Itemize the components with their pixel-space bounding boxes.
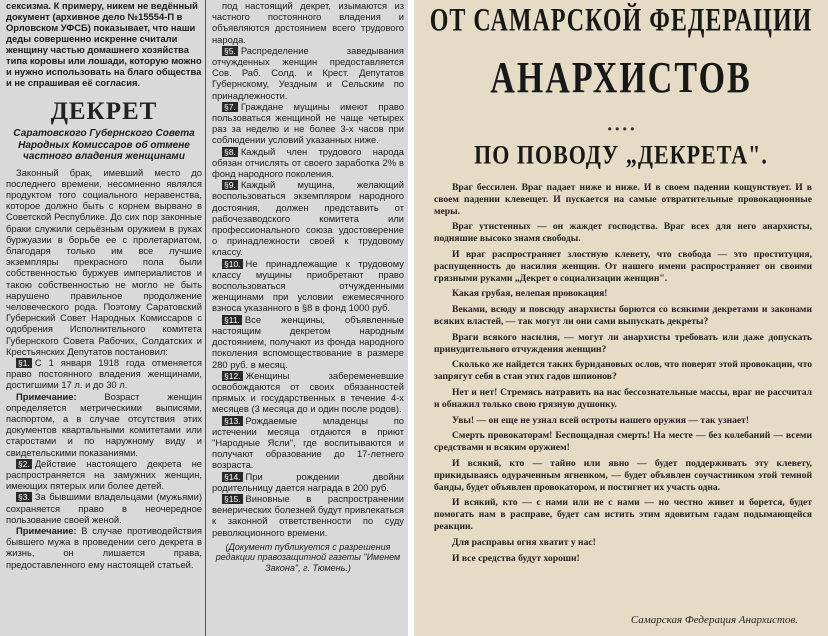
column-divider bbox=[205, 0, 206, 636]
article-text: С 1 января 1918 года отменяется право постоянного владения женщинами, достигшими 17 л. и до 30 л. bbox=[6, 356, 202, 391]
article-text: Все женщины, объявленные настоящим декретом народным достоянием, получают из фонда народного поколения вспомоществование в размере 280 руб. в месяц. bbox=[212, 313, 404, 370]
article-number: §12. bbox=[224, 370, 241, 381]
decree-article bbox=[212, 415, 404, 471]
leaflet-paragraph: И все средства будут хороши! bbox=[452, 552, 580, 564]
divider-ornament: • • • • bbox=[607, 122, 635, 136]
clipping-column-1 bbox=[6, 0, 202, 570]
article-number: §5. bbox=[224, 45, 236, 56]
anarchist-leaflet bbox=[414, 0, 828, 636]
decree-article bbox=[212, 146, 404, 180]
article-number: §11. bbox=[224, 314, 240, 325]
decree-article bbox=[6, 525, 202, 570]
leaflet-paragraph: Для расправы огня хватит у нас! bbox=[452, 536, 596, 548]
decree-title: ДЕКРЕТ bbox=[50, 98, 158, 125]
leaflet-paragraph: И всякий, кто — с нами или не с нами — но честно живет и борется, будет помогать нам в расправе, будет сам истить этим ядовитым гадам подымающейся реакции. bbox=[434, 497, 812, 532]
intro-text: сексизма. К примеру, никем не ведённый документ (архивное дело №15554-П в Орловском УФСБ) показывает, что наши деды совершенно искренне считали женщину частью домашнего хозяйства типа коровы или лошади, которую можно и нужно использовать на благо общества и не спрашивая её согласия. bbox=[6, 0, 202, 88]
article-number: §10. bbox=[224, 258, 241, 269]
article-text: Не принадлежащие к трудовому классу мущины приобретают право воспользоваться отчужденными женщинами при условии ежемесячного взноса указанного в §8 в фонд 1000 руб. bbox=[212, 257, 404, 314]
decree-article bbox=[212, 471, 404, 493]
decree-article bbox=[212, 370, 404, 415]
decree-article bbox=[6, 391, 202, 458]
article-text: Каждый мущина, желающий воспользоваться экземпляром народного достояния, должен представить от рабочезаводского комитета или профессионального союза удостоверение о принадлежности своей к трудовому классу. bbox=[212, 179, 404, 258]
leaflet-paragraph: Сколько же найдется таких буридановых ослов, что поверят этой провокации, что запрягут себя в стан этих гадов шпионов? bbox=[434, 359, 812, 383]
leaflet-heading-line1: ОТ САМАРСКОЙ ФЕДЕРАЦИИ bbox=[429, 3, 813, 39]
decree-article bbox=[6, 491, 202, 525]
decree-article bbox=[212, 45, 404, 101]
decree-subtitle: Саратовского Губернского Совета Народных Комиссаров об отмене частного владения женщинами bbox=[13, 128, 195, 162]
article-number: §9. bbox=[224, 180, 236, 191]
article-number: §2. bbox=[18, 458, 30, 469]
preamble-paragraph: Законный брак, имевший место до последнего времени, несомненно являлся продуктом того социального неравенства, которое должно быть с корнем вырвано в Советской Республике. До сих пор законные браки служили серьёзным оружием в руках буржуазии в борьбе ее с пролетариатом, благодаря только им все лучшие экземпляры прекрасного пола были собственностью буржуев империалистов и такою собственностью не могло не быть нарушено правильное продолжение человеческого рода. Поэтому Саратовский Губернский Совет Народных Комиссаров с одобрения Исполнительного комитета Губернского Совета Рабочих, Солдатских и Крестьянских Депутатов постановил: bbox=[6, 166, 202, 357]
newspaper-clipping bbox=[0, 0, 408, 636]
leaflet-signature: Самарская Федерация Анархистов. bbox=[630, 614, 798, 626]
leaflet-paragraph: Какая грубая, нелепая провокация! bbox=[452, 288, 608, 300]
article-text: Женщины забеременевшие освобождаются от своих обязанностей прямых и государственных в течение 4-х месяцев (3 месяца до и один после родов). bbox=[212, 369, 404, 415]
article-text: За бывшими владельцами (мужьями) сохраняется право в неочередное пользование своей женой. bbox=[6, 491, 202, 525]
article-number: §1. bbox=[18, 357, 30, 368]
article-number: §15. bbox=[224, 493, 241, 504]
leaflet-paragraph: Враг утистенных — он жаждет господства. Враг всех для него анархисты, подняшие высоко знамя свободы. bbox=[434, 221, 812, 245]
leaflet-paragraph: И всякий, кто — тайно или явно — будет поддерживать эту клевету, прикидываясь одураченным ягненком, — будет объявлен соучастником этой темной банды, будет объявлен провокатором, и постигнет их участь одна. bbox=[434, 457, 812, 493]
article-text: Граждане мущины имеют право пользоваться женщиной не чаще четырех раз за неделю и не более 3-х часов при соблюдении условий указанных ниже. bbox=[212, 100, 404, 146]
leaflet-paragraph: Смерть провокаторам! Беспощадная смерть! На месте — без колебаний — всеми средствами и всяким оружием! bbox=[434, 430, 812, 454]
col1-articles bbox=[6, 357, 202, 570]
decree-article bbox=[212, 0, 404, 45]
article-number: §7. bbox=[224, 101, 236, 112]
article-number: §8. bbox=[224, 146, 236, 157]
article-number: §3. bbox=[18, 492, 30, 503]
article-text: Каждый член трудового народа обязан отчислять от своего заработка 2% в фонд народного поколения. bbox=[212, 145, 404, 180]
decree-article bbox=[212, 314, 404, 370]
decree-article bbox=[6, 458, 202, 492]
leaflet-paragraph: И враг распространяет злостную клевету, что свобода — это проституция, распущенность до насилия женщин. От нашего имени распространяет он своими грязными руками „Декрет о социализации женщин". bbox=[434, 248, 812, 284]
article-number: §13. bbox=[224, 415, 241, 426]
article-text: Рождаемые младенцы по истечении месяца отдаются в приют "Народные Ясли", где воспитываются и получают образование до 17-летнего возраста. bbox=[212, 414, 404, 471]
article-text: Действие настоящего декрета не распространяется на замужних женщин, имеющих пятерых или более детей. bbox=[6, 457, 202, 492]
article-text: При рождении двойни родительницу дается награда в 200 руб. bbox=[212, 470, 404, 493]
leaflet-paragraph: Веками, всюду и повсюду анархисты борются со всякими декретами и законами всяких властей, — так могут ли они сами выпускать декреты? bbox=[434, 304, 812, 327]
leaflet-body bbox=[434, 182, 812, 568]
col2-articles bbox=[212, 0, 404, 538]
leaflet-subheading: ПО ПОВОДУ „ДЕКРЕТА". bbox=[474, 139, 768, 170]
decree-article bbox=[212, 101, 404, 146]
leaflet-paragraph: Нет и нет! Стремясь натравить на нас бессознательные массы, враг не рассчитал и обнажил только свою грязную душонку. bbox=[434, 386, 812, 410]
leaflet-paragraph: Враг бессилен. Враг падает ниже и ниже. И в своем падении кощунствует. И в своем падении клевещет. И пускается на самые отвратительные провокационные меры. bbox=[434, 182, 812, 217]
leaflet-paragraph: Увы! — он еще не узнал всей остроты нашего оружия — так узнает! bbox=[452, 414, 750, 426]
leaflet-heading-line2: АНАРХИСТОВ bbox=[490, 54, 752, 103]
article-text: под настоящий декрет, изымаются из частного постоянного владения и объявляются достоянием всего трудового народа. bbox=[212, 0, 404, 45]
clipping-column-2 bbox=[212, 0, 404, 573]
article-text: В случае противодействия бывшего мужа в проведении сего декрета в жизнь, он лишается права, предоставленного ему настоящей статьей. bbox=[6, 525, 203, 570]
decree-article bbox=[212, 258, 404, 314]
leaflet-paragraph: Враги всякого насилия, — могут ли анархисты требовать или даже допускать принудительного отчуждения женщин? bbox=[434, 331, 812, 355]
decree-article bbox=[212, 493, 404, 538]
article-text: Виновные в распространении венерических болезней будут привлекаться к законной ответственности по суду революционного времени. bbox=[212, 492, 404, 538]
article-text: Возраст женщин определяется метрическими выписями, паспортом, а в случае отсутствия этих документов квартальными комитетами или старостами и по наружному виду и свидетельскими показаниями. bbox=[6, 390, 203, 458]
source-note: (Документ публикуется с разрешения редакции правозащитной газеты "Именем Закона", г. Тюмень.) bbox=[215, 541, 401, 573]
note-label: Примечание: bbox=[16, 390, 77, 402]
decree-article bbox=[212, 179, 404, 257]
article-text: Распределение заведывания отчужденных женщин предоставляется Сов. Раб. Солд. и Крест. Депутатов Губернскому, Уездным и Сельским по принадлежности. bbox=[212, 44, 404, 101]
article-number: §14. bbox=[224, 471, 241, 482]
note-label: Примечание: bbox=[16, 525, 77, 536]
decree-article bbox=[6, 357, 202, 391]
